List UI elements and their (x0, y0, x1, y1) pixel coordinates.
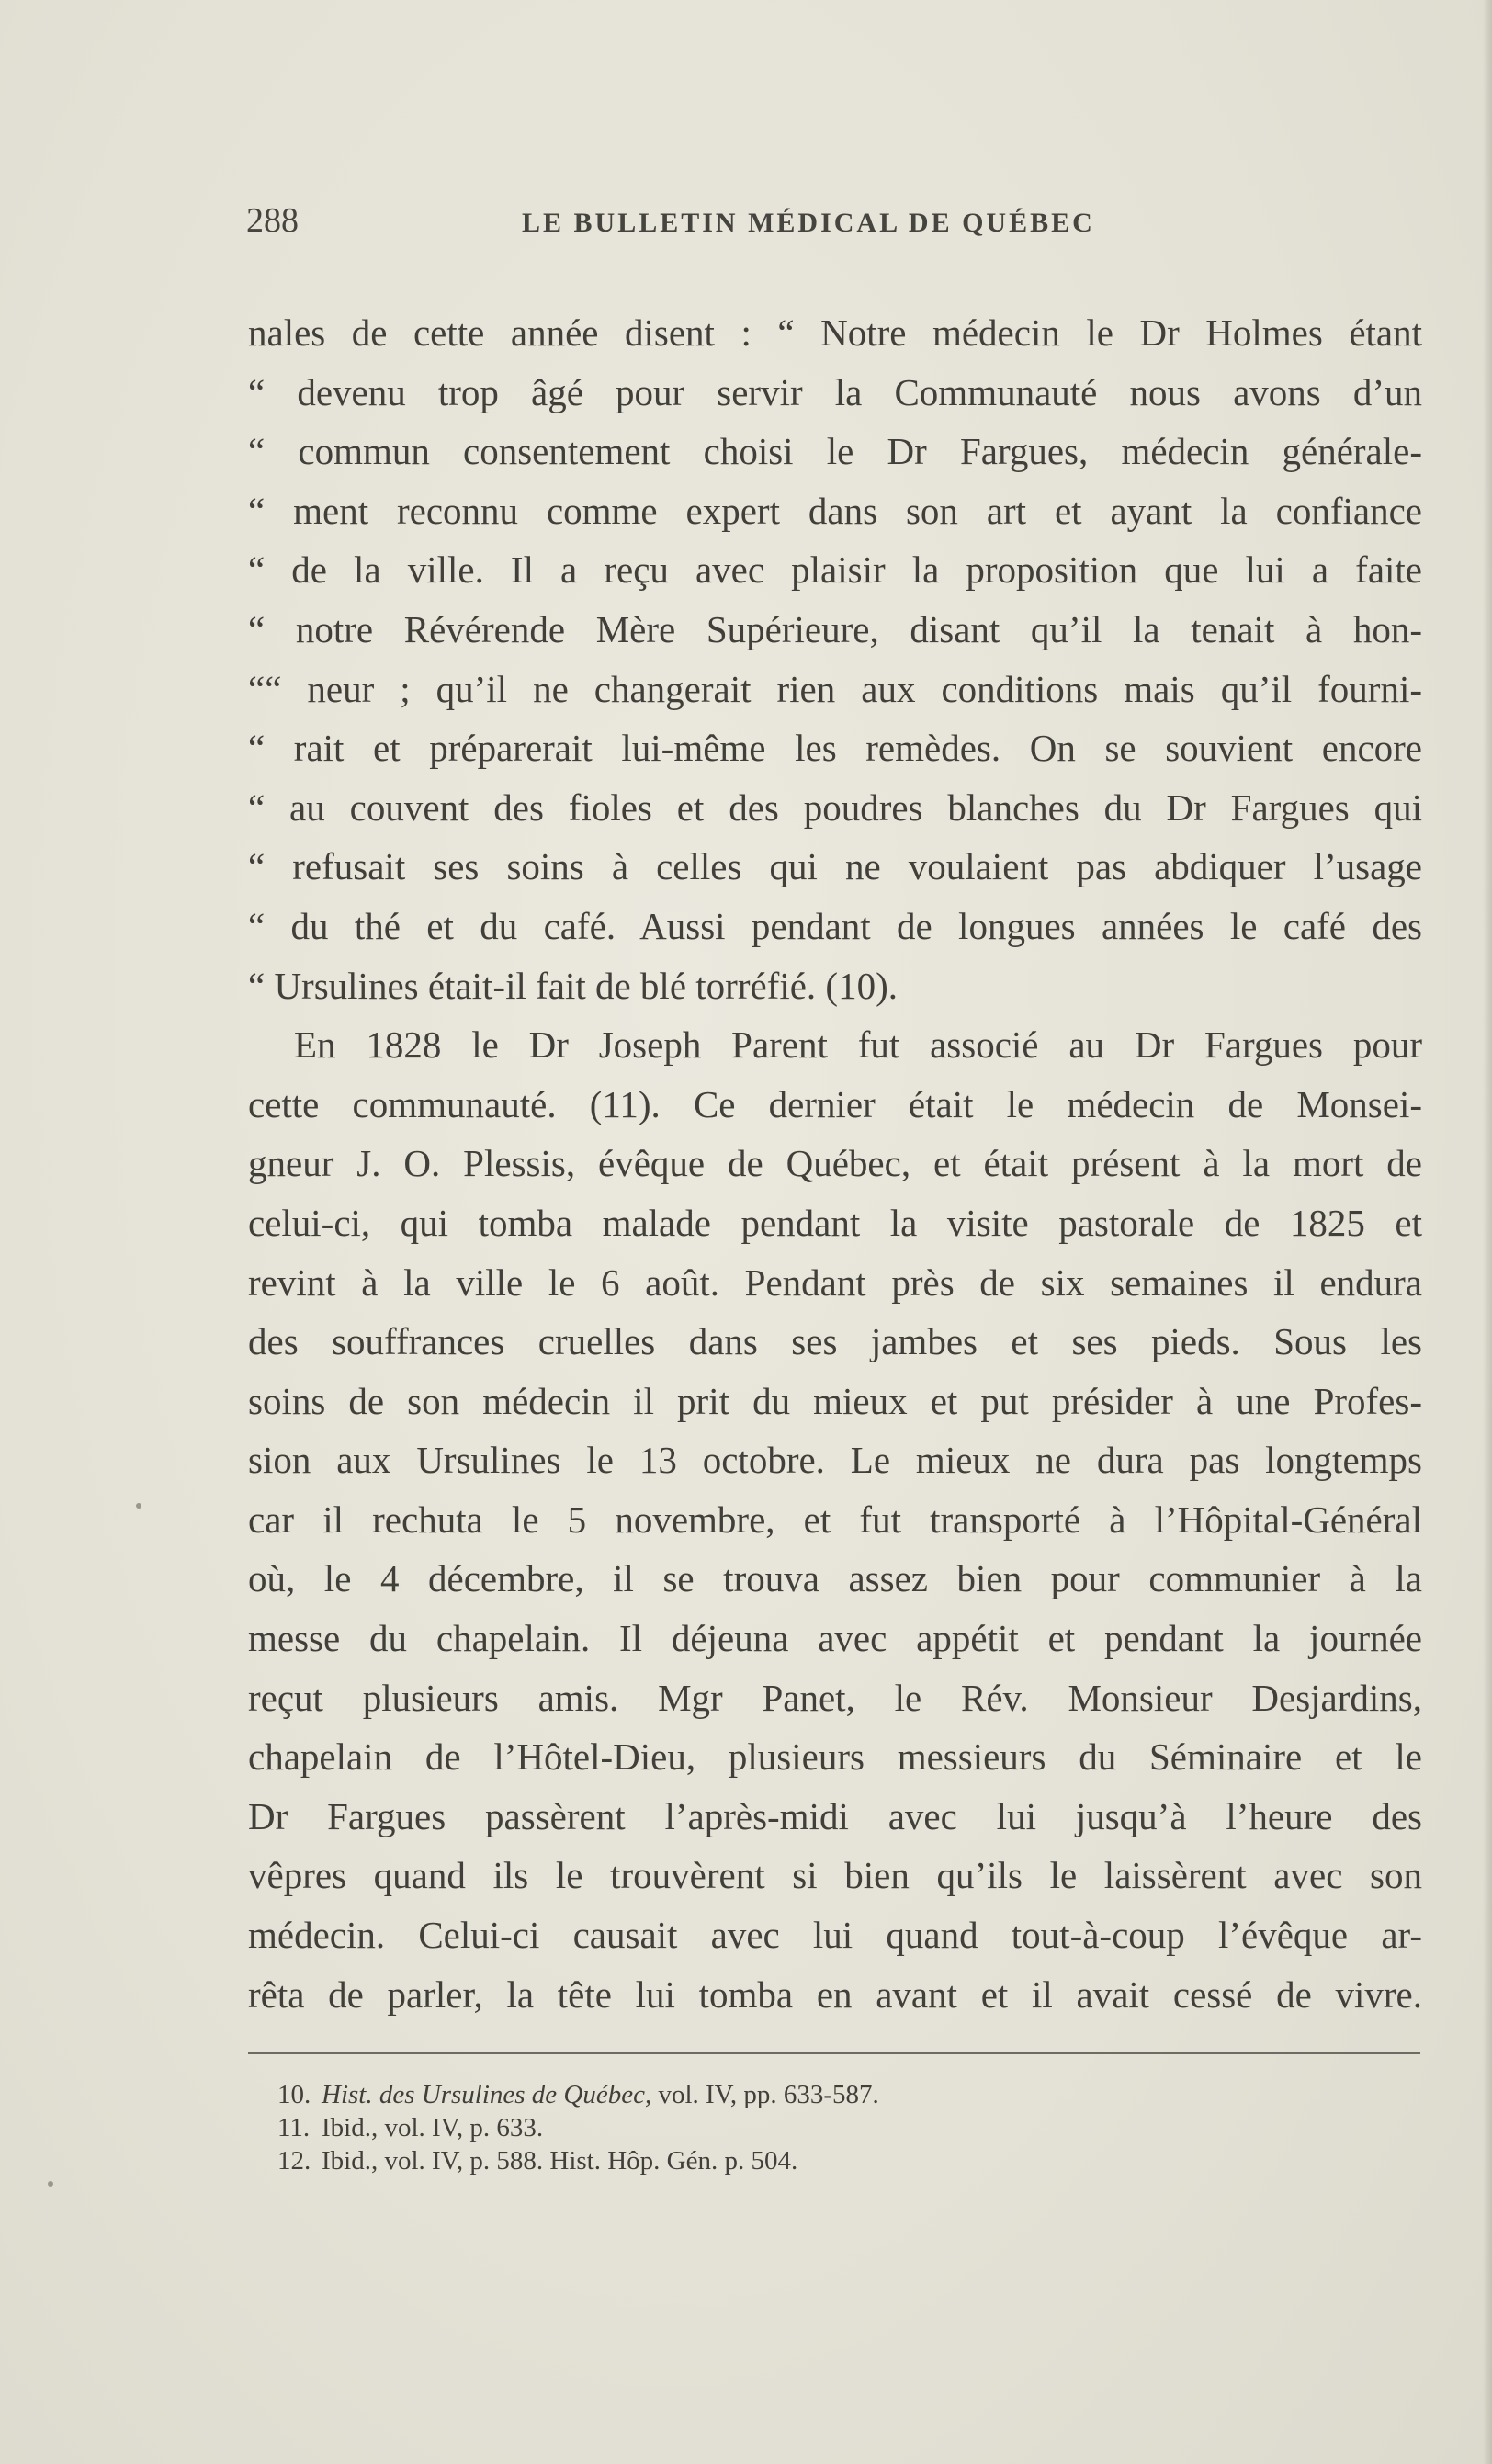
page-header (246, 200, 1422, 246)
text-line: celui-ci, qui tomba malade pendant la visite pastorale de 1825 et (248, 1201, 1422, 1244)
text-line: médecin. Celui-ci causait avec lui quand tout-à-coup l’évêque ar- (248, 1914, 1422, 1957)
paper-speck (136, 1503, 141, 1509)
footnote-10 (277, 2078, 1380, 2111)
text-line: rêta de parler, la tête lui tomba en avant et il avait cessé de vivre. (248, 1972, 1422, 2016)
text-line: “ au couvent des fioles et des poudres blanches du Dr Fargues qui (248, 786, 1422, 829)
footnotes (277, 2078, 1380, 2177)
text-line: “ ment reconnu comme expert dans son art et ayant la confiance (248, 489, 1422, 532)
text-line: “ rait et préparerait lui-même les remèdes. On se souvient encore (248, 727, 1422, 770)
text-line: “ refusait ses soins à celles qui ne voulaient pas abdiquer l’usage (248, 845, 1422, 888)
text-line: où, le 4 décembre, il se trouva assez bien pour communier à la (248, 1557, 1422, 1600)
text-line: “ devenu trop âgé pour servir la Communauté nous avons d’un (248, 370, 1422, 413)
paragraph-start-line: En 1828 le Dr Joseph Parent fut associé au Dr Fargues pour (294, 1023, 1422, 1067)
text-line: revint à la ville le 6 août. Pendant près de six semaines il endura (248, 1260, 1422, 1304)
text-line: nales de cette année disent : “ Notre médecin le Dr Holmes étant (248, 311, 1422, 354)
text-line: cette communauté. (11). Ce dernier était le médecin de Monsei- (248, 1082, 1422, 1125)
text-line: “ de la ville. Il a reçu avec plaisir la proposition que lui a faite (248, 548, 1422, 592)
text-line: “ notre Révérende Mère Supérieure, disant qu’il la tenait à hon- (248, 607, 1422, 650)
text-line: “ Ursulines était-il fait de blé torréfié. (10). (248, 964, 898, 1007)
footnote-text: vol. IV, pp. 633-587. (651, 2080, 879, 2109)
running-head: LE BULLETIN MÉDICAL DE QUÉBEC (522, 208, 1095, 238)
text-line: soins de son médecin il prit du mieux et put présider à une Profes- (248, 1379, 1422, 1422)
footnote-divider (248, 2052, 1420, 2054)
footnote-number: 12. (277, 2146, 311, 2176)
footnote-11 (277, 2111, 1380, 2144)
text-line: Dr Fargues passèrent l’après-midi avec lui jusqu’à l’heure des (248, 1794, 1422, 1837)
page-edge-shadow (1483, 0, 1492, 2464)
text-line: car il rechuta le 5 novembre, et fut transporté à l’Hôpital-Général (248, 1498, 1422, 1541)
page-number: 288 (246, 201, 299, 240)
footnote-text: Ibid., vol. IV, p. 588. Hist. Hôp. Gén. p. 504. (322, 2146, 798, 2176)
footnote-12 (277, 2144, 1380, 2177)
text-line: chapelain de l’Hôtel-Dieu, plusieurs messieurs du Séminaire et le (248, 1735, 1422, 1779)
text-line: ““ neur ; qu’il ne changerait rien aux conditions mais qu’il fourni- (248, 667, 1422, 710)
body-text (248, 303, 1422, 2024)
footnote-number: 11. (277, 2113, 311, 2142)
text-line: “ commun consentement choisi le Dr Fargues, médecin générale- (248, 430, 1422, 473)
text-line: “ du thé et du café. Aussi pendant de longues années le café des (248, 904, 1422, 947)
footnote-title: Hist. des Ursulines de Québec, (322, 2080, 652, 2109)
text-line: des souffrances cruelles dans ses jambes et ses pieds. Sous les (248, 1320, 1422, 1363)
paper-speck (48, 2181, 53, 2187)
text-line: gneur J. O. Plessis, évêque de Québec, et était présent à la mort de (248, 1142, 1422, 1185)
text-line: vêpres quand ils le trouvèrent si bien qu’ils le laissèrent avec son (248, 1854, 1422, 1897)
text-line: reçut plusieurs amis. Mgr Panet, le Rév. Monsieur Desjardins, (248, 1676, 1422, 1719)
text-line: sion aux Ursulines le 13 octobre. Le mieux ne dura pas longtemps (248, 1439, 1422, 1482)
text-line: messe du chapelain. Il déjeuna avec appétit et pendant la journée (248, 1617, 1422, 1660)
footnote-number: 10. (277, 2080, 311, 2109)
footnote-text: Ibid., vol. IV, p. 633. (322, 2113, 544, 2142)
